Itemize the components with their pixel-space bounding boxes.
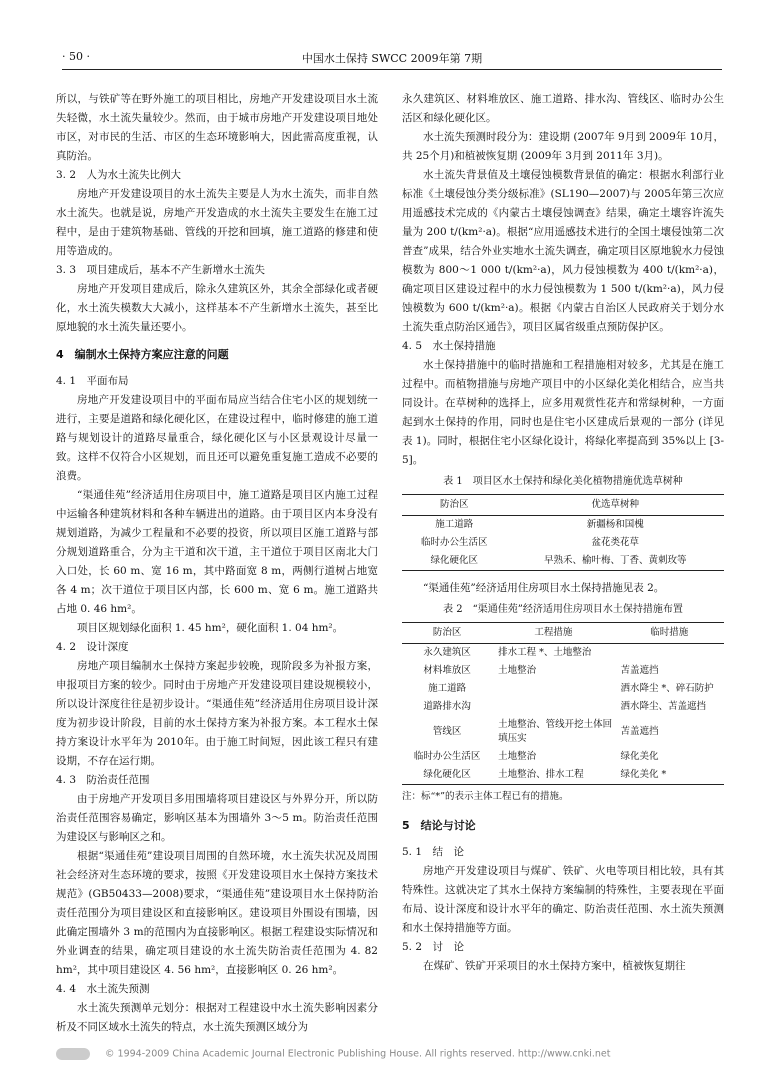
- paragraph: 永久建筑区、材料堆放区、施工道路、排水沟、管线区、临时办公生活区和绿化硬化区。: [402, 93, 724, 124]
- table-row: [402, 662, 724, 680]
- paragraph: 房地产开发建设项目与煤矿、铁矿、火电等项目相比较，具有其特殊性。这就决定了其水土保持方案编制的特殊性，主要表现在平面布局、设计深度和设计水平年的确定、防治责任范围、水土流失预测和水土保持措施等方面。: [402, 865, 724, 934]
- table-cell: [615, 644, 724, 663]
- table-row: [402, 748, 724, 766]
- paragraph: 所以，与铁矿等在野外施工的项目相比，房地产开发建设项目水土流失轻微，水土流失量较少。然而，由于城市房地产开发建设项目地处市区，对市民的生活、市区的生态环境影响大，因此需高度重视，认真防治。: [56, 93, 378, 162]
- section-heading: 4. 5 水土保持措施: [402, 340, 496, 352]
- table-row: [402, 516, 724, 535]
- journal-title: 中国水土保持 SWCC 2009年第 7期: [301, 52, 483, 65]
- paragraph: 项目区规划绿化面积 1. 45 hm²，硬化面积 1. 04 hm²。: [77, 622, 344, 634]
- table-row: [402, 698, 724, 716]
- paragraph: “渠通佳苑”经济适用住房项目水土保持措施见表 2。: [423, 582, 665, 594]
- section-heading: 3. 2 人为水土流失比例大: [56, 169, 182, 181]
- table-row: [402, 534, 724, 552]
- paragraph: 房地产项目编制水土保持方案起步较晚，现阶段多为补报方案，申报项目方案的较少。同时由于房地产开发建设项目建设规模较小，所以设计深度往往是初步设计。“渠通佳苑”经济适用住房项目设计深度为初步设计阶段，目前的水土保持方案为补报方案。本工程水土保持方案设计水平年为 2010年。由于施工时间短，因此该工程只有建设期，不存在运行期。: [56, 660, 378, 767]
- section-heading: 5. 1 结 论: [402, 846, 465, 858]
- page-header: [62, 48, 722, 70]
- table-cell: 临时办公生活区: [421, 537, 488, 548]
- paragraph: 水土流失背景值及土壤侵蚀模数背景值的确定：根据水利部行业标准《土壤侵蚀分类分级标准》(SL190—2007)与 2005年第三次应用遥感技术完成的《内蒙古土壤侵蚀调查》结果，确定土壤容许流失量为 200 t/(km²·a)。根据“应用遥感技术进行的全国土壤侵蚀第二次普查”成果，结合外业实地水土流失调查，确定项目区原地貌水力侵蚀模数为 800～1 000 t/(km²·a)，风力侵蚀模数为 400 t/(km²·a)，确定项目区建设过程中的水力侵蚀模数为 1 500 t/(km²·a)，风力侵蚀模数为 600 t/(km²·a)。根据《内蒙古自治区人民政府关于划分水土流失重点防治区通告》，项目区属省级重点预防保护区。: [402, 169, 724, 333]
- table-header: 优选草树种: [507, 495, 724, 516]
- chapter-heading: 5 结论与讨论: [402, 819, 476, 832]
- table-header: 防治区: [402, 623, 492, 644]
- table-cell: 绿化美化 *: [615, 766, 724, 785]
- table-cell: 盆花类花草: [591, 537, 640, 548]
- table-cell: 洒水降尘、苫盖遮挡: [620, 701, 707, 712]
- table-cell: 苫盖遮挡: [620, 726, 659, 737]
- table-2: [402, 622, 724, 785]
- right-column: [402, 90, 724, 976]
- table-note: 注：标“*”的表示主体工程已有的措施。: [402, 791, 569, 802]
- chapter-heading: 4 编制水土保持方案应注意的问题: [56, 348, 229, 361]
- table-cell: 临时办公生活区: [413, 751, 481, 762]
- table-cell: 管线区: [432, 726, 462, 737]
- paragraph: 在煤矿、铁矿开采项目的水土保持方案中，植被恢复期往: [423, 960, 686, 972]
- section-heading: 4. 2 设计深度: [56, 641, 129, 653]
- table-cell: 土地整治: [498, 751, 537, 762]
- table-row: [402, 716, 724, 748]
- table-cell: 苫盖遮挡: [620, 665, 659, 676]
- left-column: [56, 90, 378, 1037]
- paragraph: 水土保持措施中的临时措施和工程措施相对较多，尤其是在施工过程中。而植物措施与房地产项目中的小区绿化美化相结合，应当共同设计。在草树种的选择上，应多用观赏性花卉和常绿树种，一方面起到水土保持的作用，同时也是住宅小区建成后景观的一部分 (详见表 1)。同时，根据住宅小区绿化设计，将绿化率提高到 35%以上 [3-5]。: [402, 359, 724, 466]
- table-cell: 绿化硬化区: [402, 766, 492, 785]
- paragraph: 水土流失预测时段分为：建设期 (2007年 9月到 2009年 10月，共 25个月)和植被恢复期 (2009年 3月到 2011年 3月)。: [402, 131, 724, 162]
- table-header: 临时措施: [615, 623, 724, 644]
- table-row: [402, 552, 724, 571]
- table-cell: 新疆杨和国槐: [586, 519, 644, 530]
- table-row: [402, 766, 724, 785]
- table-cell: 材料堆放区: [423, 665, 471, 676]
- table-cell: 永久建筑区: [423, 647, 471, 658]
- paragraph: “渠通佳苑”经济适用住房项目中，施工道路是项目区内施工过程中运输各种建筑材料和各种车辆进出的道路。由于项目区内本身没有规划道路，为减少工程量和不必要的投资，所以项目区施工道路与部分规划道路重合，分为主干道和次干道，主干道位于项目区南北大门入口处，长 60 m、宽 16 m，其中路面宽 8 m，两侧行道树占地宽各 4 m；次干道位于项目区内部，长 600 m、宽 6 m。施工道路共占地 0. 46 hm²。: [56, 489, 378, 615]
- paragraph: 根据“渠通佳苑”建设项目周围的自然环境，水土流失状况及周围社会经济对生态环境的要求，按照《开发建设项目水土保持方案技术规范》(GB50433—2008)要求，“渠通佳苑”建设项目水土保持防治责任范围分为项目建设区和直接影响区。建设项目外围设有围墙，因此确定围墙外 3 m的范围内为直接影响区。根据工程建设实际情况和外业调查的结果，确定项目建设的水土流失防治责任范围为 4. 82 hm²，其中项目建设区 4. 56 hm²，直接影响区 0. 26 hm²。: [56, 850, 378, 976]
- table-1: [402, 494, 724, 571]
- table-cell: 绿化美化: [620, 751, 659, 762]
- table-row: [402, 680, 724, 698]
- section-heading: 4. 3 防治责任范围: [56, 774, 150, 786]
- paragraph: 由于房地产开发项目多用围墙将项目建设区与外界分开，所以防治责任范围容易确定，影响区基本为围墙外 3～5 m。防治责任范围为建设区与影响区之和。: [56, 793, 378, 843]
- table-cell: 施工道路: [428, 683, 467, 694]
- paragraph: 房地产开发建设项目的水土流失主要是人为水土流失，而非自然水土流失。也就是说，房地产开发造成的水土流失主要发生在施工过程中，是由于建筑物基础、管线的开挖和回填，施工道路的修建和使用等造成的。: [56, 188, 378, 257]
- table-cell: 绿化硬化区: [402, 552, 507, 571]
- table-row: [402, 644, 724, 663]
- section-heading: 5. 2 讨 论: [402, 941, 465, 953]
- table-cell: [492, 680, 614, 698]
- header-rule: [62, 69, 722, 70]
- paragraph: 房地产开发项目建成后，除永久建筑区外，其余全部绿化或者硬化，水土流失模数大大减小，这样基本不产生新增水土流失，甚至比原地貌的水土流失量还要小。: [56, 283, 378, 333]
- section-heading: 3. 3 项目建成后，基本不产生新增水土流失: [56, 264, 266, 276]
- table-cell: 土地整治: [498, 665, 537, 676]
- table-caption: 表 1 项目区水土保持和绿化美化植物措施优选草树种: [443, 476, 683, 487]
- table-header: 工程措施: [492, 623, 614, 644]
- table-header: 防治区: [402, 495, 507, 516]
- paragraph: 水土流失预测单元划分：根据对工程建设中水土流失影响因素分析及不同区域水土流失的特点，水土流失预测区域分为: [56, 1002, 378, 1033]
- paragraph: 房地产开发建设项目中的平面布局应当结合住宅小区的规划统一进行，主要是道路和绿化硬化区，在建设过程中，临时修建的施工道路与规划设计的道路尽量重合，绿化硬化区与小区景观设计尽量一致。这样不仅符合小区规划，而且还可以避免重复施工造成不必要的浪费。: [56, 394, 378, 482]
- table-cell: 早熟禾、榆叶梅、丁香、黄刺玫等: [507, 552, 724, 571]
- table-cell: 排水工程 *、土地整治: [498, 647, 592, 658]
- table-cell: [492, 698, 614, 716]
- section-heading: 4. 4 水土流失预测: [56, 983, 150, 995]
- table-cell: 土地整治、排水工程: [492, 766, 614, 785]
- table-cell: 道路排水沟: [423, 701, 471, 712]
- section-heading: 4. 1 平面布局: [56, 375, 129, 387]
- table-cell: 土地整治、管线开挖土体回填压实: [498, 719, 613, 744]
- copyright-footer: [56, 1048, 736, 1060]
- table-cell: 施工道路: [435, 519, 474, 530]
- table-cell: 洒水降尘 *、碎石防护: [620, 683, 714, 694]
- table-caption: 表 2 “渠通佳苑”经济适用住房项目水土保持措施布置: [443, 604, 683, 615]
- page-number: · 50 ·: [62, 50, 90, 63]
- copyright-text: © 1994-2009 China Academic Journal Electronic Publishing House. All rights reserved. http://www.cnki.net: [105, 1048, 611, 1060]
- cnki-logo-icon: [56, 1048, 90, 1060]
